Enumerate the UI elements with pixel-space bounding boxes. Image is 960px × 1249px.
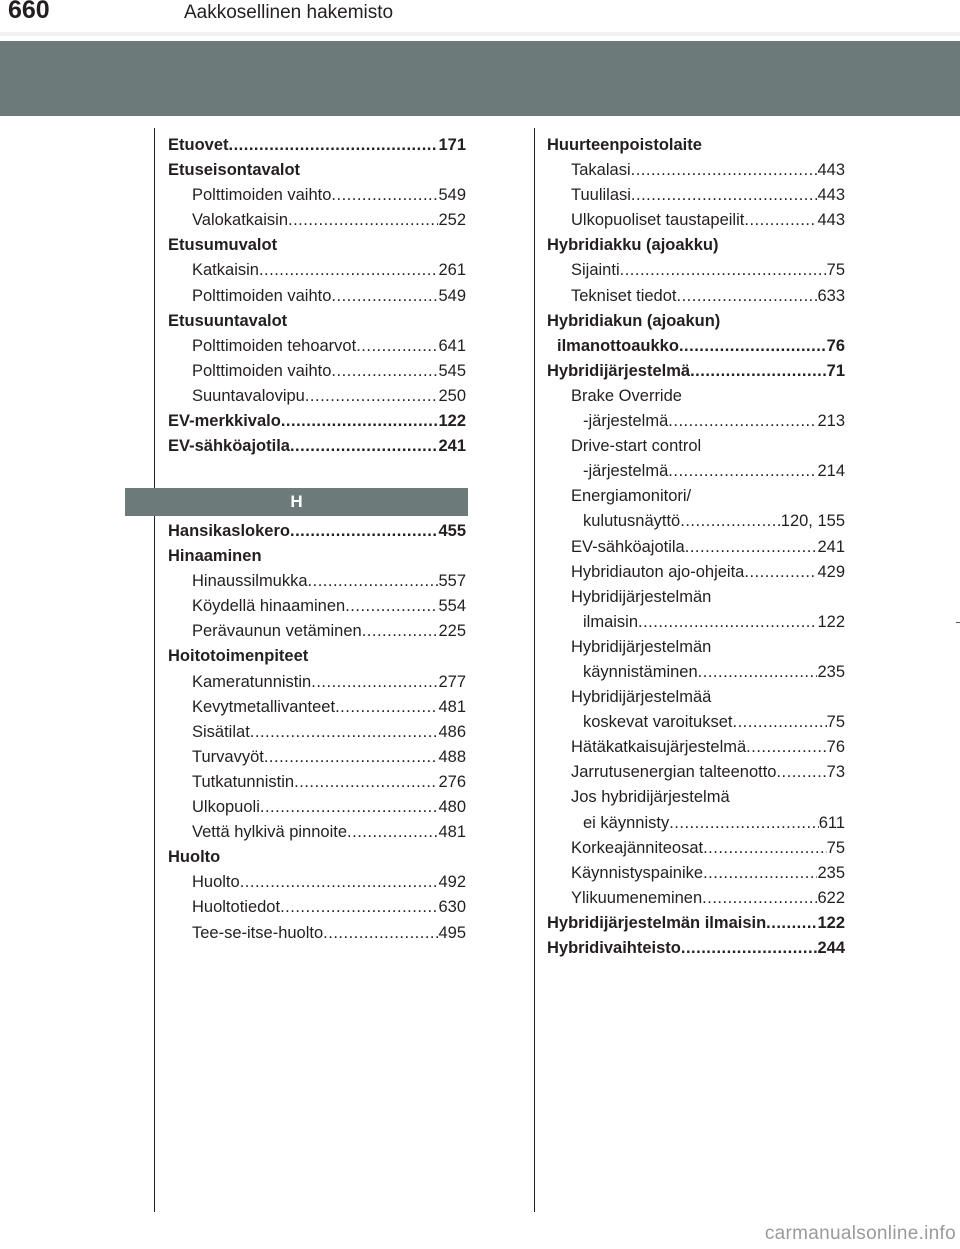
dot-leader (280, 895, 438, 920)
index-entry (547, 484, 845, 509)
right-column-rule (534, 128, 535, 1212)
right-column (547, 133, 845, 961)
index-entry-page: 252 (438, 211, 466, 230)
dot-leader (702, 886, 817, 911)
dot-leader (281, 409, 439, 434)
dot-leader (345, 594, 438, 619)
index-entry-label: Jos hybridijärjestelmä (571, 788, 730, 807)
index-entry-page: 171 (438, 136, 466, 154)
left-column-rule (154, 128, 155, 1212)
index-entry (547, 384, 845, 409)
index-entry (547, 836, 845, 861)
index-entry-label: EV-merkkivalo (168, 412, 281, 431)
dot-leader (356, 334, 438, 359)
dot-leader (698, 660, 818, 685)
dot-leader (250, 720, 439, 745)
index-entry-page: 455 (438, 522, 466, 540)
dot-leader (676, 284, 817, 309)
index-entry-label: Kameratunnistin (192, 672, 312, 691)
dot-leader (744, 208, 817, 233)
index-entry (168, 183, 466, 208)
index-entry (168, 258, 466, 283)
index-entry-page: 277 (438, 672, 466, 691)
index-entry-label: Sijainti (571, 261, 620, 280)
index-entry-label: Kevytmetallivanteet (192, 697, 336, 716)
index-entry-page: 488 (438, 747, 466, 766)
index-entry (168, 745, 466, 770)
index-entry (547, 258, 845, 283)
dot-leader (681, 936, 818, 961)
index-entry-label: Sisätilat (192, 722, 250, 741)
index-entry (168, 870, 466, 895)
index-entry-label: Hybridijärjestelmän (571, 587, 712, 606)
section-title: Aakkosellinen hakemisto (184, 2, 394, 23)
index-entry (168, 569, 466, 594)
index-entry-label: Hinaussilmukka (192, 572, 308, 591)
index-entry (168, 770, 466, 795)
index-entry-page: 481 (438, 823, 466, 842)
edge-tick (956, 622, 960, 623)
left-column-top (168, 133, 466, 459)
dot-leader (766, 911, 817, 936)
index-entry-label: Perävaunun vetäminen (192, 622, 362, 641)
index-entry-label: Tee-se-itse-huolto (192, 923, 324, 942)
index-entry (168, 409, 466, 434)
index-entry-label: Polttimoiden vaihto (192, 286, 332, 305)
index-entry (168, 158, 466, 183)
index-entry (547, 660, 845, 685)
index-entry-page: 276 (438, 772, 466, 791)
index-entry (168, 434, 466, 459)
index-entry-label: Huolto (192, 873, 240, 892)
index-entry-label: ilmaisin (583, 612, 639, 631)
index-entry (168, 644, 466, 669)
index-entry-page: 122 (817, 913, 845, 932)
index-entry (547, 158, 845, 183)
index-entry-label: EV-sähköajotila (168, 437, 290, 456)
index-entry (168, 384, 466, 409)
dot-leader (685, 535, 818, 560)
index-entry-page: 225 (438, 622, 466, 641)
index-entry (168, 720, 466, 745)
index-entry-page: 549 (438, 286, 466, 305)
index-entry-label: Ulkopuoliset taustapeilit (571, 211, 745, 230)
dot-leader (311, 670, 438, 695)
index-entry (547, 685, 845, 710)
index-entry-label: Drive-start control (571, 437, 702, 456)
dot-leader (347, 820, 438, 845)
index-entry-label: Hybridijärjestelmä (547, 361, 691, 380)
index-entry-page: 622 (817, 888, 845, 907)
index-entry (168, 795, 466, 820)
index-entry (547, 635, 845, 660)
dot-leader (290, 519, 438, 544)
index-entry-label: Polttimoiden tehoarvot (192, 336, 357, 355)
index-entry-label: Energiamonitori/ (571, 487, 692, 506)
index-entry-page: 480 (438, 798, 466, 817)
index-entry (547, 133, 845, 158)
index-entry (168, 619, 466, 644)
dot-leader (703, 836, 827, 861)
dot-leader (776, 760, 826, 785)
index-entry-page: 429 (817, 562, 845, 581)
index-entry-page: 641 (438, 336, 466, 355)
index-entry-page: 443 (817, 211, 845, 230)
index-entry-label: Tutkatunnistin (192, 772, 295, 791)
dot-leader (631, 183, 818, 208)
index-entry-label: EV-sähköajotila (571, 537, 685, 556)
index-entry-page: 122 (438, 412, 466, 431)
footer-watermark: carmanualsonline.info (764, 1223, 956, 1244)
index-entry (547, 233, 845, 258)
index-entry-label: Hybridijärjestelmän (571, 637, 712, 656)
index-entry-label: Köydellä hinaaminen (192, 597, 346, 616)
dot-leader (331, 359, 438, 384)
index-entry-label: käynnistäminen (583, 662, 698, 681)
dot-leader (638, 610, 817, 635)
index-entry-label: Polttimoiden vaihto (192, 361, 332, 380)
dot-leader (679, 334, 827, 359)
index-entry-label: Hansikaslokero (168, 522, 290, 540)
index-entry-label: kulutusnäyttö (583, 512, 681, 531)
dot-leader (240, 870, 439, 895)
index-entry (547, 359, 845, 384)
index-entry (547, 710, 845, 735)
index-entry (547, 760, 845, 785)
index-entry-label: Etusuuntavalot (168, 311, 288, 330)
index-entry-page: 76 (826, 738, 845, 757)
index-entry-page: 122 (817, 612, 845, 631)
index-entry (547, 535, 845, 560)
index-entry-label: Hybridijärjestelmän ilmaisin (547, 913, 767, 932)
index-entry-page: 443 (817, 186, 845, 205)
dot-leader (680, 509, 781, 534)
index-entry (547, 811, 845, 836)
dot-leader (668, 409, 817, 434)
index-entry-page: 241 (438, 437, 466, 456)
index-entry-page: 73 (826, 763, 845, 782)
index-entry (168, 845, 466, 870)
index-entry-page: 76 (826, 336, 845, 355)
index-entry-label: ilmanottoaukko (557, 336, 679, 355)
index-entry (547, 284, 845, 309)
index-entry-label: Ulkopuoli (192, 798, 260, 817)
index-entry-page: 557 (438, 572, 466, 591)
index-entry (547, 936, 845, 961)
index-entry-page: 75 (826, 838, 845, 857)
dot-leader (229, 133, 439, 158)
index-entry-label: Huoltotiedot (192, 898, 281, 917)
index-entry (168, 695, 466, 720)
dot-leader (746, 735, 826, 760)
index-entry (547, 735, 845, 760)
index-entry-page: 611 (818, 813, 845, 832)
dot-leader (290, 434, 439, 459)
index-entry (547, 434, 845, 459)
index-entry (547, 886, 845, 911)
index-entry-page: 443 (817, 161, 845, 180)
dot-leader (331, 284, 438, 309)
index-entry-page: 481 (438, 697, 466, 716)
index-entry (168, 519, 466, 544)
index-entry (547, 610, 845, 635)
index-entry (547, 911, 845, 936)
index-entry (168, 284, 466, 309)
index-entry-label: Hybridijärjestelmää (571, 688, 712, 707)
index-entry-label: Etuovet (168, 136, 229, 154)
index-entry-label: Jarrutusenergian talteenotto (571, 763, 777, 782)
index-entry-page: 241 (817, 537, 845, 556)
index-entry-label: Suuntavalovipu (192, 386, 305, 405)
index-entry-label: Etuseisontavalot (168, 161, 301, 180)
page-number: 660 (8, 0, 50, 24)
index-entry-label: Hoitotoimenpiteet (168, 647, 309, 666)
index-entry-label: ei käynnisty (583, 813, 670, 832)
index-entry-label: Hätäkatkaisujärjestelmä (571, 738, 747, 757)
index-entry-label: Katkaisin (192, 261, 259, 280)
index-entry-label: Turvavyöt (192, 747, 264, 766)
index-entry-label: Hybridiauton ajo-ohjeita (571, 562, 745, 581)
index-entry (168, 133, 466, 158)
left-column-bottom (168, 519, 466, 946)
dot-leader (744, 560, 817, 585)
index-entry-page: 214 (817, 462, 845, 481)
index-entry-label: Korkeajänniteosat (571, 838, 704, 857)
index-entry-page: 486 (438, 722, 466, 741)
dot-leader (631, 158, 818, 183)
index-entry-label: Tuulilasi (571, 186, 631, 205)
index-entry-label: Hybridiakku (ajoakku) (547, 236, 719, 255)
index-entry (547, 560, 845, 585)
dot-leader (669, 811, 818, 836)
index-entry-page: 75 (826, 713, 845, 732)
dot-leader (294, 770, 438, 795)
index-entry (547, 409, 845, 434)
index-entry-page: 549 (438, 186, 466, 205)
dot-leader (732, 710, 826, 735)
dot-leader (264, 745, 439, 770)
dot-leader (703, 861, 817, 886)
index-entry-page: 235 (817, 662, 845, 681)
index-entry (168, 359, 466, 384)
index-entry (168, 233, 466, 258)
index-entry (168, 334, 466, 359)
index-entry (547, 785, 845, 810)
index-entry (547, 309, 845, 334)
dot-leader (690, 359, 827, 384)
index-entry (547, 183, 845, 208)
index-entry (168, 895, 466, 920)
index-entry (168, 670, 466, 695)
index-entry (168, 820, 466, 845)
index-entry-label: Takalasi (571, 161, 631, 180)
index-entry-label: Hinaaminen (168, 547, 262, 566)
index-entry-label: Tekniset tiedot (571, 286, 677, 305)
index-entry-page: 71 (826, 361, 845, 380)
index-entry-label: Huurteenpoistolaite (547, 136, 702, 154)
index-entry (547, 459, 845, 484)
dot-leader (308, 569, 439, 594)
index-entry-label: Etusumuvalot (168, 236, 278, 255)
index-entry-page: 250 (438, 386, 466, 405)
index-entry-page: 235 (817, 863, 845, 882)
index-entry-label: Ylikuumeneminen (571, 888, 703, 907)
index-entry (547, 861, 845, 886)
index-entry-label: koskevat varoitukset (583, 713, 733, 732)
index-entry-page: 554 (438, 597, 466, 616)
index-entry-label: Käynnistyspainike (571, 863, 704, 882)
index-entry (547, 334, 845, 359)
index-entry-label: Brake Override (571, 386, 682, 405)
dot-leader (668, 459, 817, 484)
index-entry-label: -järjestelmä (583, 412, 669, 431)
index-entry-page: 545 (438, 361, 466, 380)
section-letter-bar (125, 488, 468, 516)
index-entry-page: 495 (438, 923, 466, 942)
index-entry-page: 630 (438, 898, 466, 917)
dot-leader (335, 695, 438, 720)
index-entry (168, 921, 466, 946)
dot-leader (323, 921, 438, 946)
header-divider (0, 32, 960, 36)
index-entry (168, 594, 466, 619)
dot-leader (362, 619, 439, 644)
index-entry-page: 244 (817, 939, 845, 957)
index-entry-label: Vettä hylkivä pinnoite (192, 823, 348, 842)
dot-leader (288, 208, 438, 233)
dot-leader (620, 258, 827, 283)
index-entry (168, 208, 466, 233)
index-entry-page: 213 (817, 412, 845, 431)
index-entry (547, 509, 845, 534)
index-entry-label: -järjestelmä (583, 462, 669, 481)
index-entry-page: 75 (826, 261, 845, 280)
index-entry-page: 261 (438, 261, 466, 280)
index-entry-page: 492 (438, 873, 466, 892)
dot-leader (331, 183, 438, 208)
index-entry-page: 120, 155 (780, 512, 845, 531)
index-entry-label: Hybridiakun (ajoakun) (547, 311, 721, 330)
index-entry (168, 309, 466, 334)
section-letter: H (290, 492, 303, 511)
index-entry (168, 544, 466, 569)
index-entry (547, 208, 845, 233)
header-band (0, 41, 960, 116)
index-entry-label: Polttimoiden vaihto (192, 186, 332, 205)
dot-leader (260, 795, 439, 820)
index-entry-page: 633 (817, 286, 845, 305)
dot-leader (259, 258, 439, 283)
index-entry (547, 585, 845, 610)
index-entry-label: Hybridivaihteisto (547, 939, 681, 957)
index-entry-label: Valokatkaisin (192, 211, 288, 230)
dot-leader (305, 384, 439, 409)
index-entry-label: Huolto (168, 848, 221, 867)
